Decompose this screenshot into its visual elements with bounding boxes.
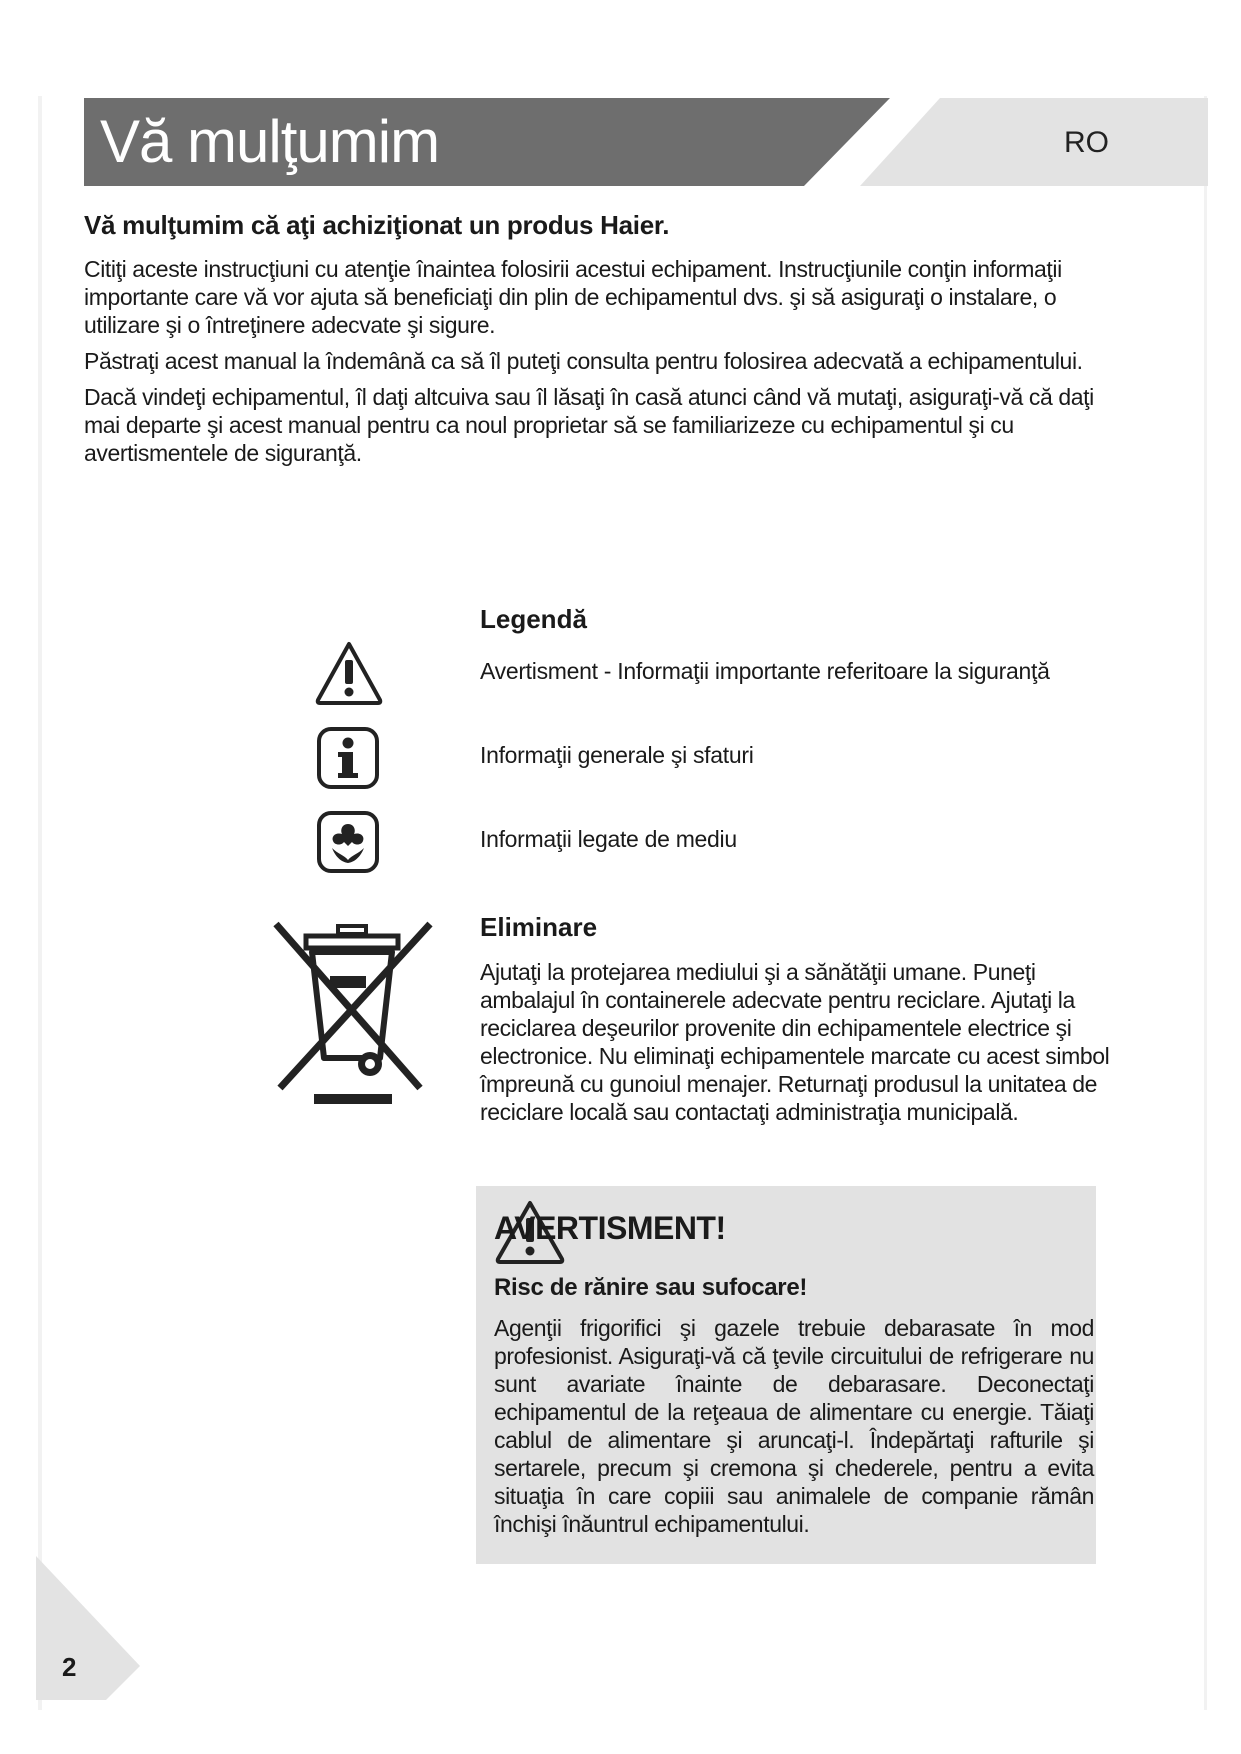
disposal-text: Ajutaţi la protejarea mediului şi a sănătăţii umane. Puneţi ambalajul în containerele adecvate pentru reciclare. Ajutaţi la reciclarea deşeurilor provenite din echipamentele electrice şi electronice. Nu eliminaţi echipamentele marcate cu acest simbol împreună cu gunoiul menajer. Returnaţi produsul la unitatea de reciclare locală sau contactaţi administraţia municipală. xyxy=(480,959,1110,1125)
intro-paragraph-2: Păstraţi acest manual la îndemână ca să îl puteţi consulta pentru folosirea adecvată a echipamentului. xyxy=(84,348,1083,374)
intro-paragraph-3: Dacă vindeţi echipamentul, îl daţi altcuiva sau îl lăsaţi în casă atunci când vă mutaţi, asiguraţi-vă că daţi mai departe şi acest manual pentru ca noul proprietar să se familiarizeze cu echipamentul şi cu avertismentele de siguranţă. xyxy=(84,384,1094,466)
legend-text-environment: Informaţii legate de mediu xyxy=(480,826,737,852)
header-light-band xyxy=(860,98,1208,186)
legend-title: Legendă xyxy=(480,604,587,634)
intro-heading: Vă mulţumim că aţi achiziţionat un produs Haier. xyxy=(84,210,670,240)
intro-section xyxy=(84,210,1124,475)
legend-text-info: Informaţii generale şi sfaturi xyxy=(480,742,754,768)
page-edge-left xyxy=(38,96,42,1710)
intro-paragraph-1: Citiţi aceste instrucţiuni cu atenţie înaintea folosirii acestui echipament. Instrucţiunile conţin informaţii importante care vă vor ajuta să beneficiaţi din plin de echipamentul dvs. şi să asiguraţi o instalare, o utilizare şi o întreţinere adecvate şi sigure. xyxy=(84,256,1062,338)
warning-title: AVERTISMENT! xyxy=(494,1210,726,1246)
warning-text: Agenţii frigorifici şi gazele trebuie debarasate în mod profesionist. Asiguraţi-vă că ţevile circuitului de refrigerare nu sunt avariate înainte de debarasare. Deconectaţi echipamentul de la reţeaua de alimentare cu energie. Tăiaţi cablul de alimentare şi aruncaţi-l. Îndepărtaţi rafturile şi sertarele, precum şi cremona şi chederele, pentru a evita situaţia în care copiii sau animalele de companie rămân închişi înăuntrul echipamentului. xyxy=(494,1315,1094,1537)
page-title: Vă mulţumim xyxy=(100,108,440,175)
page-corner-decoration xyxy=(36,1556,140,1705)
warning-subtitle: Risc de rănire sau sufocare! xyxy=(494,1274,808,1301)
page-edge-right xyxy=(1204,96,1207,1710)
page-number: 2 xyxy=(62,1652,77,1682)
disposal-title: Eliminare xyxy=(480,912,598,942)
warning-triangle-icon xyxy=(314,640,384,711)
crossed-out-bin-icon xyxy=(270,918,434,1109)
info-icon xyxy=(316,726,380,795)
environment-flower-icon xyxy=(316,810,380,879)
language-code: RO xyxy=(1064,126,1109,159)
legend-text-warning: Avertisment - Informaţii importante referitoare la siguranţă xyxy=(480,658,1050,684)
